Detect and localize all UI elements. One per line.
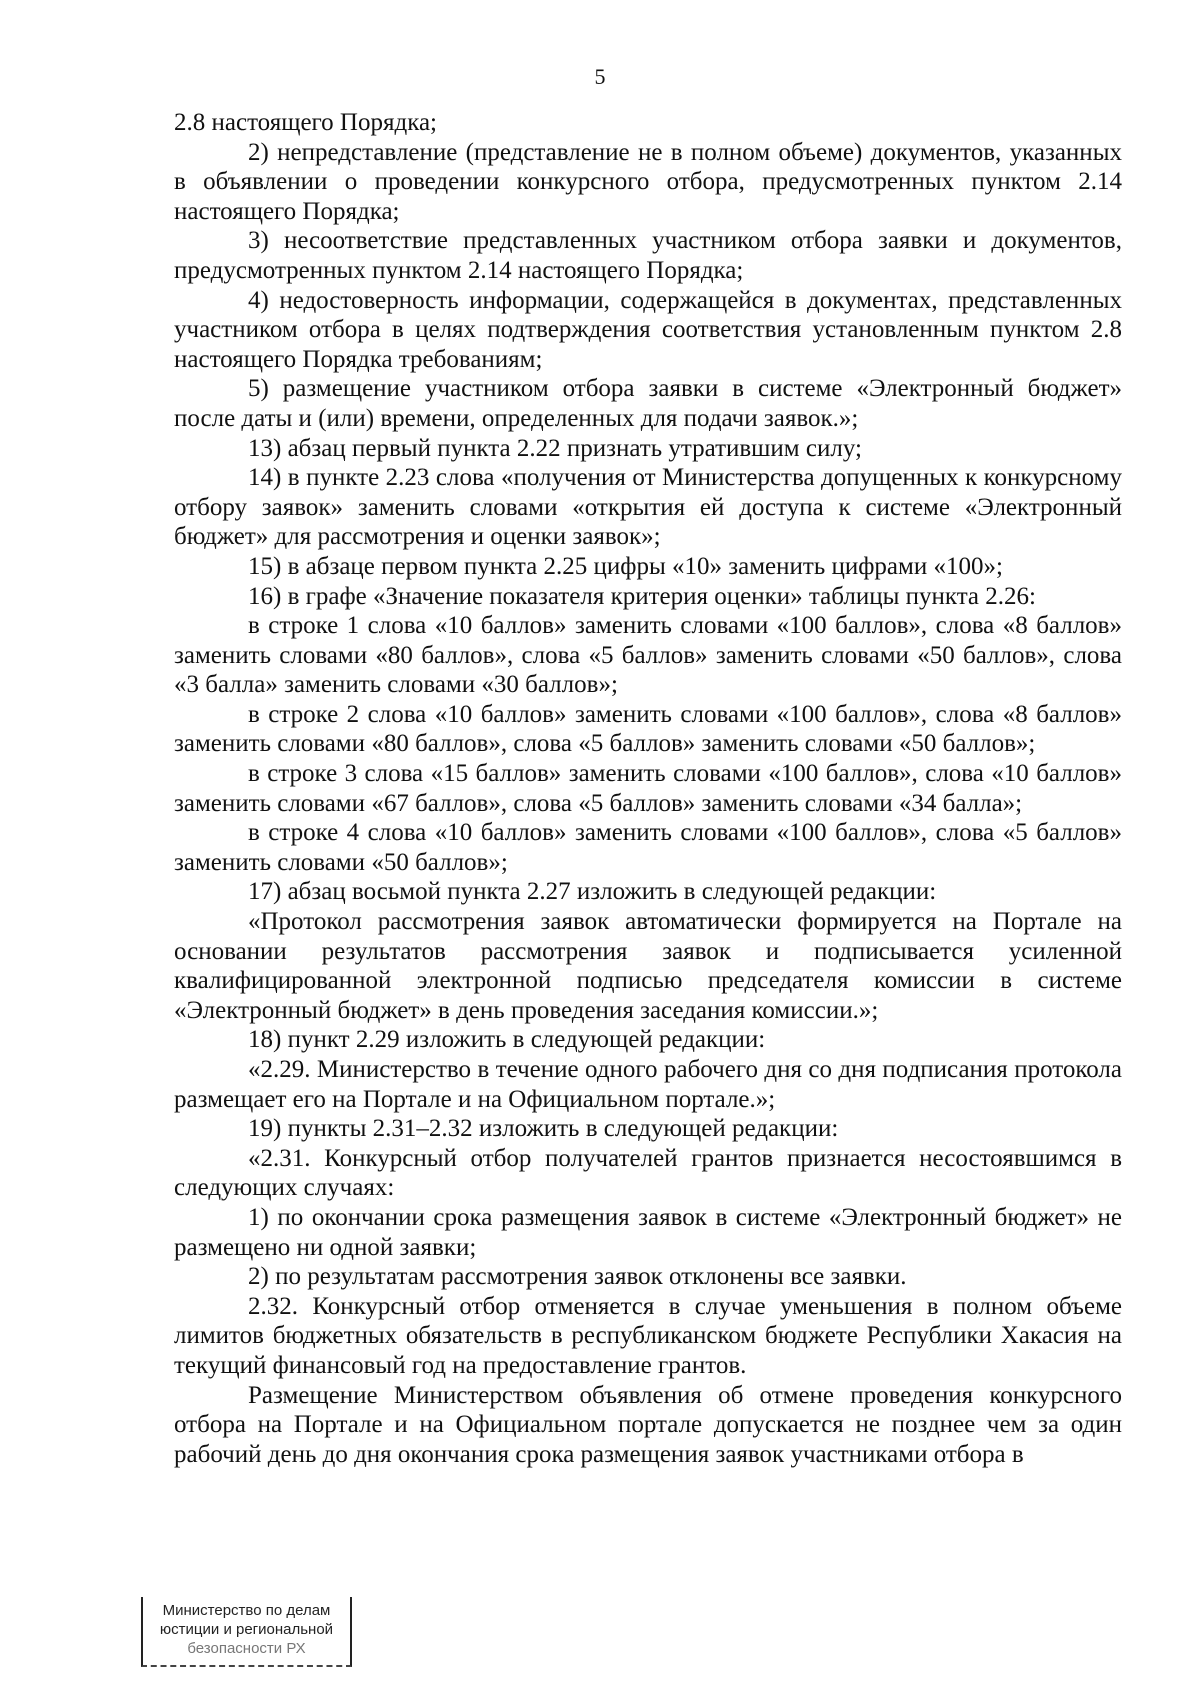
paragraph: 2) непредставление (представление не в полном объеме) документов, указанных в объявлении о проведении конкурсного отбора, предусмотренных пунктом 2.14 настоящего Порядка; <box>174 138 1122 225</box>
paragraph: 16) в графе «Значение показателя критерия оценки» таблицы пункта 2.26: <box>248 582 1036 610</box>
paragraph: 2.32. Конкурсный отбор отменяется в случае уменьшения в полном объеме лимитов бюджетных обязательств в республиканском бюджете Республики Хакасия на текущий финансовый год на предоставление грантов. <box>174 1292 1122 1379</box>
paragraph: 2.8 настоящего Порядка; <box>174 109 438 136</box>
stamp-line-3: безопасности РХ <box>187 1640 306 1657</box>
paragraph: в строке 2 слова «10 баллов» заменить словами «100 баллов», слова «8 баллов» заменить словами «80 баллов», слова «5 баллов» заменить словами «50 баллов»; <box>174 700 1122 758</box>
paragraph: 2) по результатам рассмотрения заявок отклонены все заявки. <box>248 1263 907 1291</box>
paragraph: «2.29. Министерство в течение одного рабочего дня со дня подписания протокола размещает его на Портале и на Официальном портале.»; <box>174 1056 1122 1113</box>
registration-stamp <box>141 1597 352 1667</box>
paragraph: в строке 4 слова «10 баллов» заменить словами «100 баллов», слова «5 баллов» заменить словами «50 баллов»; <box>174 819 1122 876</box>
paragraph: в строке 1 слова «10 баллов» заменить словами «100 баллов», слова «8 баллов» заменить словами «80 баллов», слова «5 баллов» заменить словами «50 баллов», слова «3 балла» заменить словами «30 баллов»; <box>174 612 1122 699</box>
stamp-line-1: Министерство по делам <box>162 1602 331 1619</box>
paragraph: 15) в абзаце первом пункта 2.25 цифры «10» заменить цифрами «100»; <box>248 552 1003 580</box>
page-number: 5 <box>594 64 606 89</box>
paragraph: 3) несоответствие представленных участником отбора заявки и документов, предусмотренных пунктом 2.14 настоящего Порядка; <box>174 227 1122 284</box>
paragraph: 13) абзац первый пункта 2.22 признать утратившим силу; <box>248 434 862 462</box>
paragraph: 17) абзац восьмой пункта 2.27 изложить в следующей редакции: <box>248 878 937 906</box>
paragraph: в строке 3 слова «15 баллов» заменить словами «100 баллов», слова «10 баллов» заменить словами «67 баллов», слова «5 баллов» заменить словами «34 балла»; <box>174 760 1122 817</box>
paragraph: 5) размещение участником отбора заявки в системе «Электронный бюджет» после даты и (или) времени, определенных для подачи заявок.»; <box>174 375 1122 432</box>
stamp-line-2: юстиции и региональной <box>159 1621 334 1638</box>
paragraph: 14) в пункте 2.23 слова «получения от Министерства допущенных к конкурсному отбору заявок» заменить словами «открытия ей доступа к системе «Электронный бюджет» для рассмотрения и оценки заявок»; <box>174 464 1122 551</box>
paragraph: «2.31. Конкурсный отбор получателей грантов признается несостоявшимся в следующих случаях: <box>174 1144 1122 1202</box>
paragraph: 4) недостоверность информации, содержащейся в документах, представленных участником отбора в целях подтверждения соответствия установленным пунктом 2.8 настоящего Порядка требованиям; <box>174 286 1122 373</box>
paragraph: Размещение Министерством объявления об отмене проведения конкурсного отбора на Портале и на Официальном портале допускается не позднее чем за один рабочий день до дня окончания срока размещения заявок участниками отбора в <box>174 1381 1122 1468</box>
paragraph: 19) пункты 2.31–2.32 изложить в следующей редакции: <box>248 1115 839 1143</box>
paragraph: «Протокол рассмотрения заявок автоматически формируется на Портале на основании результатов рассмотрения заявок и подписывается усиленной квалифицированной электронной подписью председателя комиссии в системе «Электронный бюджет» в день проведения заседания комиссии.»; <box>174 908 1122 1024</box>
document-body <box>174 108 1122 1469</box>
paragraph: 18) пункт 2.29 изложить в следующей редакции: <box>248 1026 766 1054</box>
paragraph: 1) по окончании срока размещения заявок в системе «Электронный бюджет» не размещено ни одной заявки; <box>174 1203 1122 1261</box>
